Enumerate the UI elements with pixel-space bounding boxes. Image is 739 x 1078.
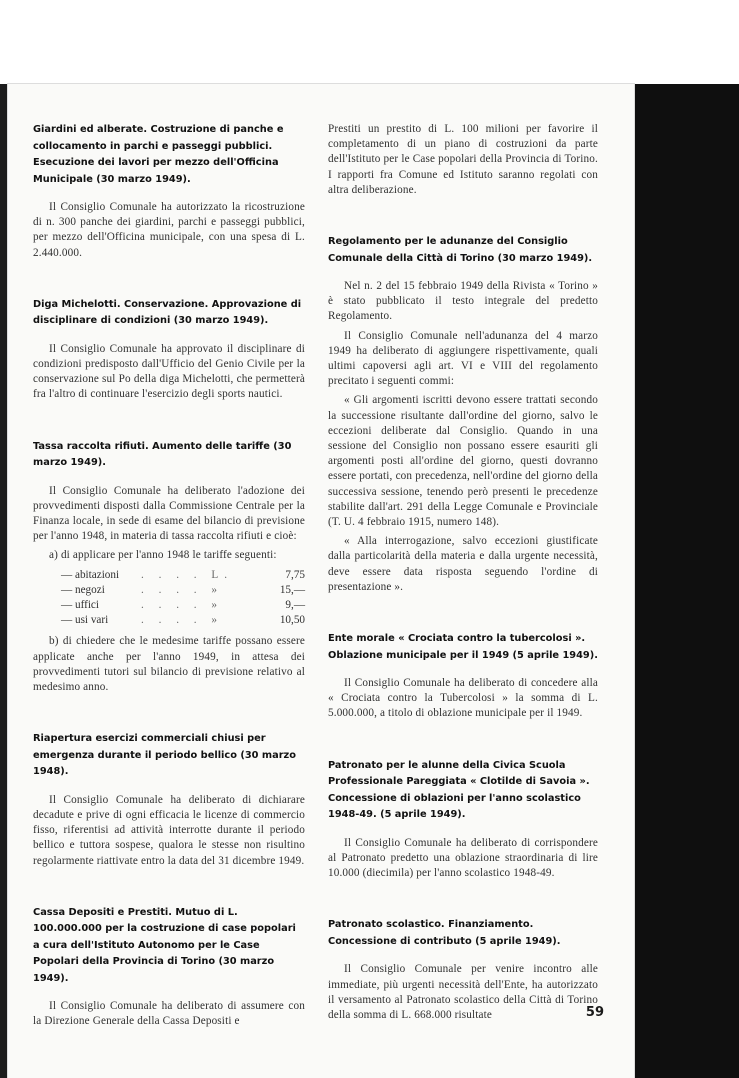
section-heading: Diga Michelotti. Conservazione. Approvazione di disciplinare di condizioni (30 marzo 1949).: [33, 298, 302, 327]
section-body: Il Consiglio Comunale ha deliberato di dichiarare decadute e prive di ogni efficacia le licenze di commercio fisso, riferentisi ad attività interrotte durante il periodo bellico e tuttora sospese, qualora le stesse non risultino regolarmente riattivate entro la data del 31 dicembre 1949.: [33, 793, 305, 867]
section-heading: Patronato per le alunne della Civica Scuola Professionale Pareggiata « Clotilde di Savoia ». Concessione di oblazioni per l'anno scolastico 1948-49. (5 aprile 1949).: [328, 759, 590, 821]
section-body: Il Consiglio Comunale ha deliberato l'adozione dei provvedimenti disposti dalla Commissione Centrale per la Finanza locale, in sede di esame del bilancio di previsione per l'anno 1948, in materia di tassa raccolta rifiuti e cioè:: [33, 484, 305, 543]
right-column: [328, 122, 598, 1059]
paragraph: « Gli argomenti iscritti devono essere trattati secondo la successione risultante dall'ordine del giorno, salvo le eccezioni deliberate dal Consiglio. Quando in una sessione del Consiglio non possano essere esauriti gli argomenti posti all'ordine del giorno, questi dovranno essere portati, con precedenza, nell'ordine del giorno della successiva sessione, tenendo però presenti le precedenze stabilite dall'art. 291 della Legge Comunale e Provinciale (T. U. 4 febbraio 1915, numero 148).: [328, 394, 598, 529]
tariff-dots: . . . . »: [141, 583, 223, 596]
section-diga: [33, 297, 305, 403]
section-heading: Tassa raccolta rifiuti. Aumento delle tariffe (30 marzo 1949).: [33, 440, 292, 469]
tariff-value: 9,—: [285, 599, 305, 612]
section-heading: Giardini ed alberate. Costruzione di panche e collocamento in parchi e passeggi pubblici. Esecuzione dei lavori per mezzo dell'Officina Municipale (30 marzo 1949).: [33, 124, 284, 185]
section-heading: Riapertura esercizi commerciali chiusi per emergenza durante il periodo bellico (30 marzo 1948).: [33, 733, 296, 778]
section-cassa-depositi: [33, 905, 305, 1030]
section-continuation: [328, 122, 598, 198]
section-crociata: [328, 631, 598, 722]
tariff-row: [33, 613, 305, 628]
section-heading: Regolamento per le adunanze del Consiglio Comunale della Città di Torino (30 marzo 1949).: [328, 236, 593, 264]
page-number: 59: [585, 1005, 604, 1020]
scan-right-edge: [634, 84, 739, 1078]
paragraph: Il Consiglio Comunale nell'adunanza del 4 marzo 1949 ha deliberato di aggiungere rispettivamente, quali ultimi capoversi agli art. VI e VIII del regolamento precitato i seguenti commi:: [328, 329, 598, 388]
section-heading: Cassa Depositi e Prestiti. Mutuo di L. 100.000.000 per la costruzione di case popolari a cura dell'Istituto Autonomo per le Case Popolari della Provincia di Torino (30 marzo 1949).: [33, 906, 296, 984]
section-body: Il Consiglio Comunale ha deliberato di corrispondere al Patronato predetto una oblazione straordinaria di lire 10.000 (diecimila) per l'anno scolastico 1948-49.: [328, 836, 598, 880]
scan-top-margin: [0, 0, 739, 90]
item-b: b) di chiedere che le medesime tariffe possano essere applicate anche per l'anno 1949, in attesa dei provvedimenti tutori sul bilancio di previsione relativo al medesimo anno.: [33, 635, 305, 693]
tariff-row: [33, 568, 305, 583]
section-patronato-scolastico: [328, 917, 598, 1023]
tariff-label: — negozi: [61, 583, 105, 596]
section-patronato-alunne: [328, 758, 598, 882]
section-body: Prestiti un prestito di L. 100 milioni per favorire il completamento di un piano di costruzioni da parte dell'Istituto per le Case popolari della Provincia di Torino. I rapporti fra Comune ed Istituto saranno regolati con altra deliberazione.: [328, 123, 598, 196]
section-heading: Ente morale « Crociata contro la tubercolosi ». Oblazione municipale per il 1949 (5 aprile 1949).: [328, 633, 598, 661]
tariff-dots: . . . . »: [141, 614, 223, 627]
tariff-value: 10,50: [279, 614, 305, 627]
tariff-dots: . . . . »: [141, 599, 223, 612]
tariff-label: — usi vari: [61, 614, 109, 627]
item-a: a) di applicare per l'anno 1948 le tariffe seguenti:: [49, 549, 277, 562]
section-body: Il Consiglio Comunale ha deliberato di assumere con la Direzione Generale della Cassa Depositi e: [33, 1000, 305, 1028]
tariff-row: [33, 598, 305, 613]
paragraph: Nel n. 2 del 15 febbraio 1949 della Rivista « Torino » è stato pubblicato il testo integrale del predetto Regolamento.: [328, 280, 598, 323]
section-body: Il Consiglio Comunale ha autorizzato la ricostruzione di n. 300 panche dei giardini, parchi e passeggi pubblici, per mezzo dell'Officina municipale, con una spesa di L. 2.440.000.: [33, 201, 305, 259]
left-column: [33, 122, 305, 1066]
section-body: Il Consiglio Comunale ha approvato il disciplinare di condizioni predisposto dall'Ufficio del Genio Civile per la conservazione sul Po della diga Michelotti, che permetterà fra l'altro di continuare l'esercizio degli sports nautici.: [33, 342, 305, 401]
section-regolamento: [328, 234, 598, 595]
tariff-dots: . . . . L.: [141, 568, 234, 581]
section-giardini: [33, 122, 305, 261]
section-esercizi: [33, 731, 305, 869]
tariff-label: — uffici: [61, 599, 100, 612]
scan-left-edge: [0, 84, 8, 1078]
tariff-list: [33, 568, 305, 629]
section-tassa-rifiuti: [33, 439, 305, 696]
tariff-value: 15,—: [279, 583, 305, 596]
tariff-label: — abitazioni: [61, 568, 120, 581]
paragraph: « Alla interrogazione, salvo eccezioni giustificate dalla particolarità della materia e dalla urgente necessità, deve essere data risposta seguendo l'ordine di presentazione ».: [328, 535, 598, 593]
tariff-row: [33, 583, 305, 598]
section-body: Il Consiglio Comunale ha deliberato di concedere alla « Crociata contro la Tubercolosi » la somma di L. 5.000.000, a titolo di oblazione municipale per il 1949.: [328, 677, 598, 720]
tariff-value: 7,75: [285, 568, 305, 581]
section-body: Il Consiglio Comunale per venire incontro alle immediate, più urgenti necessità dell'Ente, ha autorizzato il versamento al Patronato scolastico della Città di Torino della somma di L. 668.000 risultate: [328, 963, 598, 1021]
document-page: [8, 84, 634, 1078]
section-heading: Patronato scolastico. Finanziamento. Concessione di contributo (5 aprile 1949).: [328, 919, 561, 947]
